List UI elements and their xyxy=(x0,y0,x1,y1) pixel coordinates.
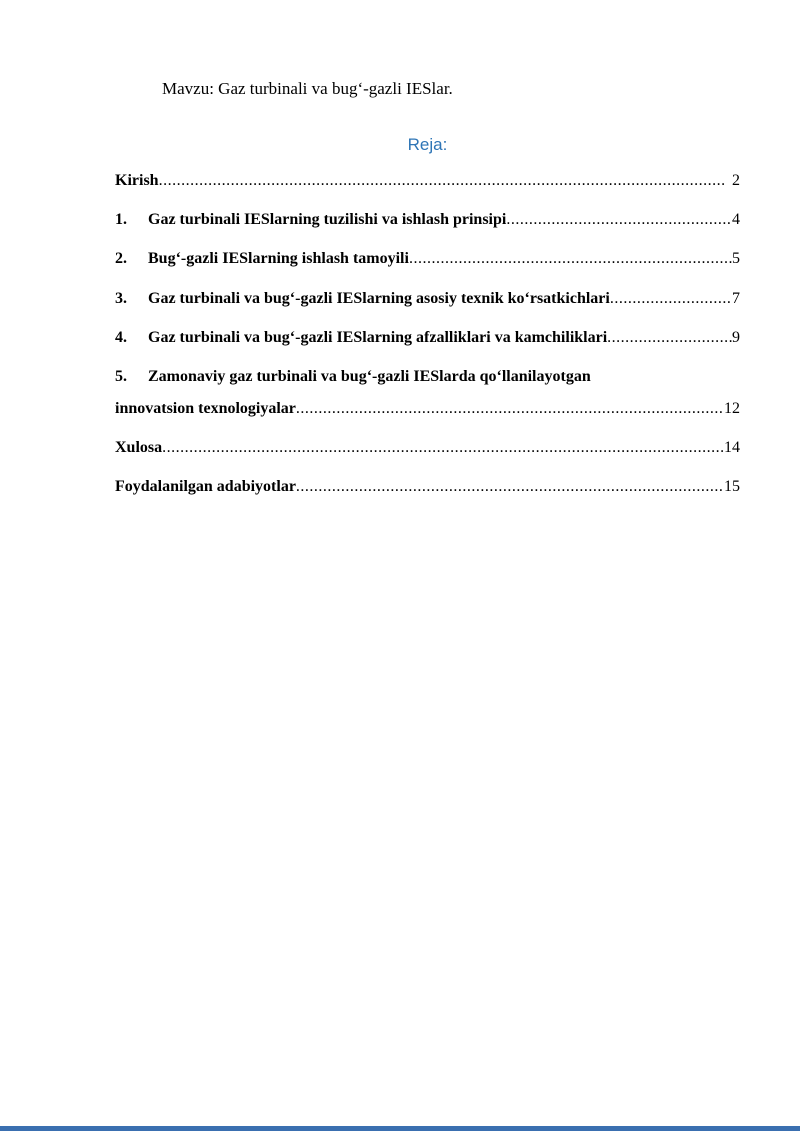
document-title: Mavzu: Gaz turbinali va bugʻ-gazli IESlar. xyxy=(162,79,453,98)
toc-dot-leader xyxy=(607,329,732,347)
toc-entry-number: 3. xyxy=(115,290,127,307)
toc-entry-kirish[interactable] xyxy=(115,172,740,190)
toc-entry-adabiyotlar[interactable] xyxy=(115,478,740,496)
toc-entry-page: 14 xyxy=(724,439,740,456)
toc-entry-page: 2 xyxy=(732,172,740,189)
toc-entry-label: innovatsion texnologiyalar xyxy=(115,400,296,417)
reja-heading: Reja: xyxy=(407,135,448,154)
toc-entry-3[interactable] xyxy=(115,290,740,308)
toc-entry-number: 5. xyxy=(115,368,127,385)
toc-list xyxy=(115,172,740,496)
toc-dot-leader xyxy=(296,400,724,418)
toc-entry-label: Gaz turbinali va bugʻ-gazli IESlarning asosiy texnik koʻrsatkichlari xyxy=(148,290,610,307)
toc-entry-page: 9 xyxy=(732,329,740,346)
toc-dot-leader xyxy=(506,211,732,229)
toc-entry-label: Kirish xyxy=(115,172,159,189)
toc-entry-5-line1[interactable] xyxy=(115,368,740,386)
toc-entry-label: Bugʻ-gazli IESlarning ishlash tamoyili xyxy=(148,250,409,267)
toc-dot-leader xyxy=(409,250,732,268)
toc-entry-page: 4 xyxy=(732,211,740,228)
toc-entry-label: Zamonaviy gaz turbinali va bugʻ-gazli IESlarda qoʻllanilayotgan xyxy=(148,368,591,385)
toc-dot-leader xyxy=(610,290,732,308)
toc-entry-number: 1. xyxy=(115,211,127,228)
toc-entry-page: 15 xyxy=(724,478,740,495)
toc-entry-2[interactable] xyxy=(115,250,740,268)
toc-entry-number: 2. xyxy=(115,250,127,267)
bottom-edge-bar xyxy=(0,1126,800,1131)
toc-entry-1[interactable] xyxy=(115,211,740,229)
toc-dot-leader xyxy=(159,172,726,190)
toc-entry-label: Gaz turbinali va bugʻ-gazli IESlarning afzalliklari va kamchiliklari xyxy=(148,329,608,346)
toc-dot-leader xyxy=(162,439,724,457)
toc-entry-xulosa[interactable] xyxy=(115,439,740,457)
toc-entry-4[interactable] xyxy=(115,329,740,347)
document-content xyxy=(115,0,740,496)
toc-entry-page: 5 xyxy=(732,250,740,267)
toc-entry-label: Xulosa xyxy=(115,439,163,456)
toc-entry-label: Gaz turbinali IESlarning tuzilishi va ishlash prinsipi xyxy=(148,211,507,228)
toc-entry-number: 4. xyxy=(115,329,127,346)
toc-dot-leader xyxy=(296,478,724,496)
toc-entry-label: Foydalanilgan adabiyotlar xyxy=(115,478,296,495)
toc-entry-page: 7 xyxy=(732,290,740,307)
toc-entry-page: 12 xyxy=(724,400,740,417)
toc-entry-5-line2[interactable] xyxy=(115,400,740,418)
